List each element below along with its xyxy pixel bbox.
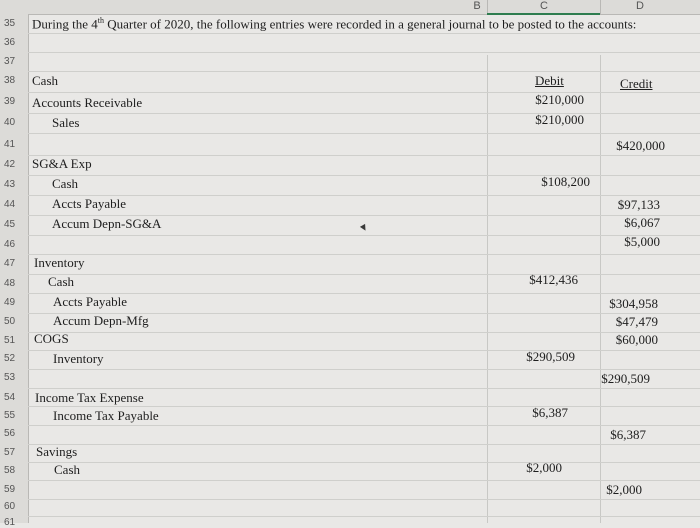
row-number[interactable]: 44 bbox=[4, 199, 16, 210]
cell-account[interactable]: Inventory bbox=[53, 351, 104, 366]
credit-header[interactable]: Credit bbox=[620, 76, 653, 91]
row-number[interactable]: 57 bbox=[4, 447, 16, 458]
cell-account[interactable]: Income Tax Payable bbox=[53, 408, 159, 423]
row-number[interactable]: 55 bbox=[4, 410, 16, 421]
column-header-b[interactable]: B bbox=[473, 0, 481, 12]
cell-credit[interactable]: $420,000 bbox=[616, 138, 665, 153]
cell-debit[interactable]: $210,000 bbox=[535, 112, 584, 127]
cell-debit[interactable]: $412,436 bbox=[529, 272, 578, 287]
row-number[interactable]: 39 bbox=[4, 96, 16, 107]
row-number[interactable]: 51 bbox=[4, 335, 16, 346]
cell-account[interactable]: Savings bbox=[36, 444, 78, 459]
cell-account[interactable]: Cash bbox=[54, 462, 80, 477]
row-number[interactable]: 40 bbox=[4, 117, 16, 128]
row-number[interactable]: 43 bbox=[4, 179, 16, 190]
journal-instruction: During the 4th Quarter of 2020, the following entries were recorded in a general journal to be posted to the accounts: bbox=[32, 16, 637, 32]
row-number[interactable]: 50 bbox=[4, 316, 16, 327]
cell-account[interactable]: Cash bbox=[32, 73, 58, 88]
cell-account[interactable]: Accts Payable bbox=[53, 294, 128, 309]
row-number[interactable]: 38 bbox=[4, 75, 16, 86]
row-number[interactable]: 54 bbox=[4, 392, 16, 403]
row-number[interactable]: 42 bbox=[4, 159, 16, 170]
column-header-c[interactable]: C bbox=[540, 0, 548, 12]
row-number[interactable]: 49 bbox=[4, 297, 16, 308]
cell-account[interactable]: Income Tax Expense bbox=[35, 390, 144, 405]
row-number[interactable]: 46 bbox=[4, 239, 16, 250]
row-number[interactable]: 41 bbox=[4, 139, 16, 150]
row-number[interactable]: 56 bbox=[4, 428, 16, 439]
cell-credit[interactable]: $6,067 bbox=[624, 215, 660, 230]
cell-debit[interactable]: $6,387 bbox=[532, 405, 568, 420]
active-column-indicator bbox=[487, 13, 600, 15]
cell-account[interactable]: SG&A Exp bbox=[32, 156, 92, 171]
cell-account[interactable]: COGS bbox=[34, 331, 69, 346]
row-number[interactable]: 53 bbox=[4, 372, 16, 383]
row-number[interactable]: 37 bbox=[4, 56, 16, 67]
row-number[interactable]: 60 bbox=[4, 501, 16, 512]
row-number[interactable]: 52 bbox=[4, 353, 16, 364]
cell-account[interactable]: Inventory bbox=[34, 255, 85, 270]
row-number[interactable]: 35 bbox=[4, 18, 16, 29]
grid-line bbox=[600, 55, 601, 523]
cell-credit[interactable]: $60,000 bbox=[615, 332, 658, 347]
cell-account[interactable]: Cash bbox=[52, 176, 78, 191]
cell-account[interactable]: Cash bbox=[48, 274, 74, 289]
row-number[interactable]: 61 bbox=[4, 517, 16, 528]
cell-account[interactable]: Accum Depn-SG&A bbox=[52, 216, 162, 231]
cursor-mark-icon bbox=[360, 224, 368, 232]
cell-credit[interactable]: $304,958 bbox=[609, 296, 658, 311]
cell-debit[interactable]: $210,000 bbox=[535, 92, 584, 107]
grid-line bbox=[487, 55, 488, 523]
cell-credit[interactable]: $97,133 bbox=[617, 197, 660, 212]
cell-credit[interactable]: $47,479 bbox=[615, 314, 658, 329]
row-number[interactable]: 48 bbox=[4, 278, 16, 289]
cell-debit[interactable]: $108,200 bbox=[541, 174, 590, 189]
cell-account[interactable]: Sales bbox=[52, 115, 80, 130]
row-number[interactable]: 36 bbox=[4, 37, 16, 48]
cell-debit[interactable]: $2,000 bbox=[526, 460, 562, 475]
row-number[interactable]: 58 bbox=[4, 465, 16, 476]
cell-credit[interactable]: $2,000 bbox=[606, 482, 642, 497]
cell-account[interactable]: Accts Payable bbox=[52, 196, 127, 211]
row-number[interactable]: 47 bbox=[4, 258, 16, 269]
column-header-bar bbox=[0, 0, 700, 15]
row-number[interactable]: 59 bbox=[4, 484, 16, 495]
cell-credit[interactable]: $6,387 bbox=[610, 427, 646, 442]
cell-credit[interactable]: $290,509 bbox=[601, 371, 650, 386]
cell-account[interactable]: Accounts Receivable bbox=[32, 95, 143, 110]
debit-header[interactable]: Debit bbox=[535, 73, 564, 88]
row-number[interactable]: 45 bbox=[4, 219, 16, 230]
column-header-d[interactable]: D bbox=[636, 0, 644, 12]
cell-account[interactable]: Accum Depn-Mfg bbox=[53, 313, 149, 328]
cell-debit[interactable]: $290,509 bbox=[526, 349, 575, 364]
cell-credit[interactable]: $5,000 bbox=[624, 234, 660, 249]
